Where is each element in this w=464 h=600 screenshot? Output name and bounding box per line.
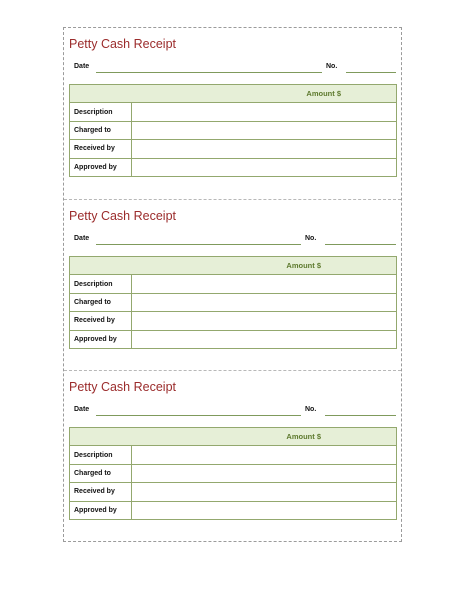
table-header-row [70, 85, 397, 103]
table-row [70, 121, 397, 139]
date-label: Date [74, 406, 90, 413]
description-label: Description [70, 446, 132, 464]
received-by-label: Received by [70, 483, 132, 501]
date-label: Date [74, 63, 90, 70]
receipt-1 [64, 28, 401, 199]
number-field[interactable] [325, 244, 396, 245]
receipt-table [69, 427, 397, 520]
date-field[interactable] [96, 244, 301, 245]
receipt-title: Petty Cash Receipt [69, 37, 176, 51]
amount-header: Amount $ [70, 257, 397, 275]
date-field[interactable] [96, 415, 301, 416]
table-row [70, 158, 397, 176]
table-row [70, 312, 397, 330]
received-by-label: Received by [70, 312, 132, 330]
description-field[interactable] [132, 275, 397, 293]
table-header-row [70, 257, 397, 275]
received-by-field[interactable] [132, 140, 397, 158]
receipt-sheet [63, 27, 402, 542]
date-label: Date [74, 235, 90, 242]
table-row [70, 140, 397, 158]
receipt-title: Petty Cash Receipt [69, 380, 176, 394]
table-row [70, 483, 397, 501]
receipt-table [69, 256, 397, 349]
received-by-label: Received by [70, 140, 132, 158]
amount-header: Amount $ [70, 428, 397, 446]
table-row [70, 103, 397, 121]
charged-to-label: Charged to [70, 293, 132, 311]
number-label: No. [305, 406, 317, 413]
approved-by-field[interactable] [132, 330, 397, 348]
table-header-row [70, 428, 397, 446]
receipt-title: Petty Cash Receipt [69, 209, 176, 223]
amount-header: Amount $ [70, 85, 397, 103]
charged-to-label: Charged to [70, 121, 132, 139]
date-field[interactable] [96, 72, 322, 73]
approved-by-label: Approved by [70, 501, 132, 519]
receipt-table [69, 84, 397, 177]
number-label: No. [326, 63, 338, 70]
description-label: Description [70, 275, 132, 293]
table-row [70, 446, 397, 464]
approved-by-label: Approved by [70, 330, 132, 348]
number-label: No. [305, 235, 317, 242]
receipt-2 [64, 199, 401, 371]
received-by-field[interactable] [132, 312, 397, 330]
approved-by-field[interactable] [132, 501, 397, 519]
received-by-field[interactable] [132, 483, 397, 501]
table-row [70, 501, 397, 519]
table-row [70, 330, 397, 348]
receipt-3 [64, 370, 401, 542]
table-row [70, 275, 397, 293]
table-row [70, 293, 397, 311]
charged-to-field[interactable] [132, 464, 397, 482]
description-field[interactable] [132, 446, 397, 464]
charged-to-field[interactable] [132, 121, 397, 139]
number-field[interactable] [325, 415, 396, 416]
approved-by-field[interactable] [132, 158, 397, 176]
description-label: Description [70, 103, 132, 121]
description-field[interactable] [132, 103, 397, 121]
approved-by-label: Approved by [70, 158, 132, 176]
charged-to-label: Charged to [70, 464, 132, 482]
table-row [70, 464, 397, 482]
number-field[interactable] [346, 72, 396, 73]
charged-to-field[interactable] [132, 293, 397, 311]
